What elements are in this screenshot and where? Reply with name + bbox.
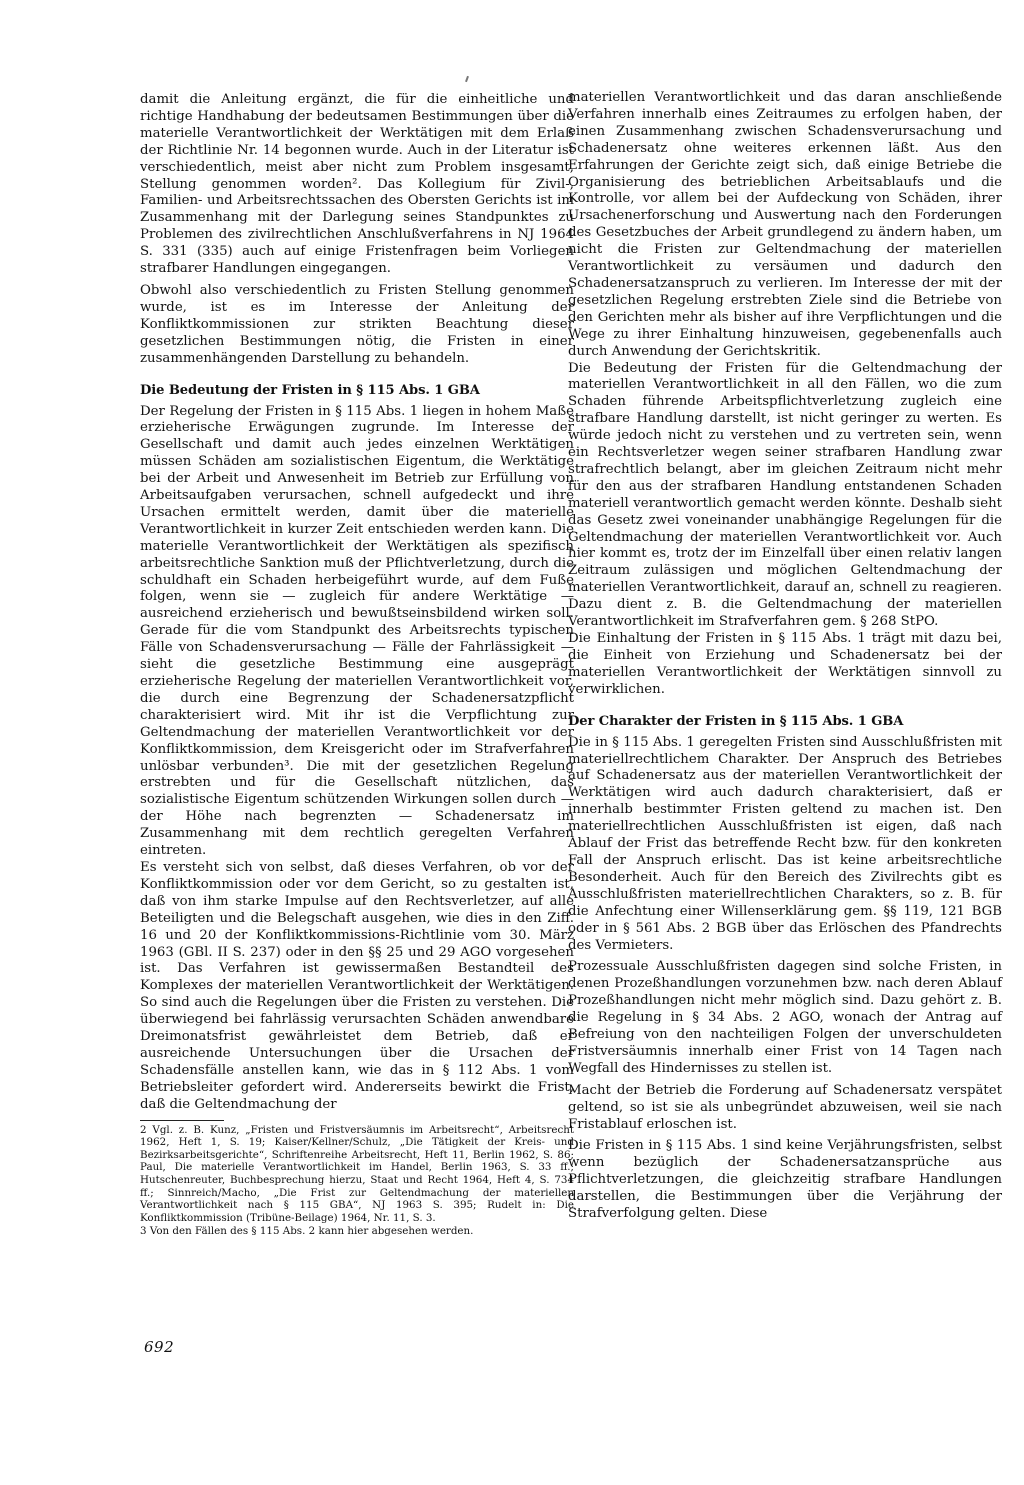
right-paragraph-3: Die Einhaltung der Fristen in § 115 Abs. 1 trägt mit dazu bei, die Einheit von Erziehung und Schadenersatz bei der materiellen Verantwortlichkeit der Werktätigen sinnvoll zu verwirklichen.	[568, 631, 1002, 697]
left-column	[140, 92, 574, 1239]
left-paragraph-2: Obwohl also verschiedentlich zu Fristen Stellung genommen wurde, ist es im Interesse der Anleitung der Konfliktkommissionen zur strikten Beachtung dieser gesetzlichen Bestimmungen nötig, die Fristen in einer zusammenhängenden Darstellung zu behandeln.	[140, 282, 574, 366]
left-paragraph-3: Der Regelung der Fristen in § 115 Abs. 1 liegen in hohem Maße erzieherische Erwägungen zugrunde. Im Interesse der Gesellschaft und damit auch jedes einzelnen Werktätigen müssen Schäden am sozialistischen Eigentum, die Werktätige bei der Arbeit und Anwesenheit im Betrieb zur Erfüllung von Arbeitsaufgaben verursachen, schnell aufgedeckt und ihre Ursachen ermittelt werden, damit über die materielle Verantwortlichkeit in kurzer Zeit entschieden werden kann. Die materielle Verantwortlichkeit der Werktätigen als spezifisch arbeitsrechtliche Sanktion muß der Pflichtverletzung, durch die schuldhaft ein Schaden herbeigeführt wurde, auf dem Fuße folgen, wenn sie — zugleich für andere Werktätige — ausreichend erzieherisch und bewußtseinsbildend wirken soll. Gerade für die vom Standpunkt des Arbeitsrechts typischen Fälle von Schadensverursachung — Fälle der Fahrlässigkeit — sieht die gesetzliche Bestimmung eine ausgeprägt erzieherische Regelung der materiellen Verantwortlichkeit vor, die durch eine Begrenzung der Schadenersatzpflicht charakterisiert wird. Mit ihr ist die Verpflichtung zur Geltendmachung der materiellen Verantwortlichkeit vor der Konfliktkommission, dem Kreisgericht oder im Strafverfahren unlösbar verbunden³. Die mit der gesetzlichen Regelung erstrebten und für die Gesellschaft nützlichen, das sozialistische Eigentum schützenden Wirkungen sollen durch — der Höhe nach begrenzten — Schadenersatz im Zusammenhang mit dem rechtlich geregelten Verfahren eintreten.	[140, 403, 574, 859]
page-number: 692	[144, 1338, 175, 1356]
left-paragraph-1: damit die Anleitung ergänzt, die für die einheitliche und richtige Handhabung der bedeutsamen Bestimmungen über die materielle Verantwortlichkeit der Werktätigen mit dem Erlaß der Richtlinie Nr. 14 begonnen wurde. Auch in der Literatur ist verschiedentlich, meist aber nicht zum Problem insgesamt, Stellung genommen worden². Das Kollegium für Zivil-, Familien- und Arbeitsrechtssachen des Obersten Gerichts ist im Zusammenhang mit der Darlegung seines Standpunktes zu Problemen des zivilrechtlichen Anschlußverfahrens in NJ 1964 S. 331 (335) auch auf einige Fristenfragen beim Vorliegen strafbarer Handlungen eingegangen.	[140, 92, 574, 277]
right-paragraph-1: materiellen Verantwortlichkeit und das daran anschließende Verfahren innerhalb eines Zeitraumes zu erfolgen haben, der einen Zusammenhang zwischen Schadensverursachung und Schadenersatz ohne weiteres erkennen läßt. Aus den Erfahrungen der Gerichte zeigt sich, daß einige Betriebe die Organisierung des betrieblichen Arbeitsablaufs und die Kontrolle, vor allem bei der Aufdeckung von Schäden, ihrer Ursachenerforschung und Auswertung nach den Forderungen des Gesetzbuches der Arbeit grundlegend zu ändern haben, um nicht die Fristen zur Geltendmachung der materiellen Verantwortlichkeit zu versäumen und dadurch den Schadenersatzanspruch zu verlieren. Im Interesse der mit der gesetzlichen Regelung erstrebten Ziele sind die Betriebe von den Gerichten mehr als bisher auf ihre Verpflichtungen und die Wege zu ihrer Einhaltung hinzuweisen, gegebenenfalls auch durch Anwendung der Gerichtskritik.	[568, 90, 1002, 359]
right-paragraph-5: Prozessuale Ausschlußfristen dagegen sind solche Fristen, in denen Prozeßhandlungen vorzunehmen bzw. nach deren Ablauf Prozeßhandlungen nicht mehr möglich sind. Dazu gehört z. B. die Regelung in § 34 Abs. 2 AGO, wonach der Antrag auf Befreiung von den nachteiligen Folgen der unverschuldeten Fristversäumnis innerhalb einer Frist von 14 Tagen nach Wegfall des Hindernisses zu stellen ist.	[568, 959, 1002, 1076]
right-paragraph-2: Die Bedeutung der Fristen für die Geltendmachung der materiellen Verantwortlichkeit in all den Fällen, wo die zum Schaden führende Arbeitspflichtverletzung zugleich eine strafbare Handlung darstellt, ist nicht geringer zu werten. Es würde jedoch nicht zu verstehen und zu vertreten sein, wenn ein Rechtsverletzer wegen seiner strafbaren Handlung zwar strafrechtlich belangt, aber im gleichen Zeitraum nicht mehr für den aus der strafbaren Handlung entstandenen Schaden materiell verantwortlich gemacht werden könnte. Deshalb sieht das Gesetz zwei voneinander unabhängige Regelungen für die Geltendmachung der materiellen Verantwortlichkeit vor. Auch hier kommt es, trotz der im Einzelfall über einen relativ langen Zeitraum zulässigen und möglichen Geltendmachung der materiellen Verantwortlichkeit, darauf an, schnell zu reagieren. Dazu dient z. B. die Geltendmachung der materiellen Verantwortlichkeit im Strafverfahren gem. § 268 StPO.	[568, 360, 1002, 630]
section-heading-bedeutung: Die Bedeutung der Fristen in § 115 Abs. 1 GBA	[140, 382, 480, 398]
right-paragraph-6: Macht der Betrieb die Forderung auf Schadenersatz verspätet geltend, so ist sie als unbegründet abzuweisen, weil sie nach Fristablauf erloschen ist.	[568, 1082, 1002, 1132]
right-paragraph-7: Die Fristen in § 115 Abs. 1 sind keine Verjährungsfristen, selbst wenn bezüglich der Schadenersatzansprüche aus Pflichtverletzungen, die gleichzeitig strafbare Handlungen darstellen, die Bestimmungen über die Verjährung der Strafverfolgung gelten. Diese	[568, 1138, 1002, 1222]
footnote-3: 3 Von den Fällen des § 115 Abs. 2 kann hier abgesehen werden.	[140, 1225, 474, 1238]
right-column	[568, 90, 1002, 1223]
footnote-divider	[140, 1120, 224, 1121]
scan-speck	[465, 76, 469, 82]
left-paragraph-4: Es versteht sich von selbst, daß dieses Verfahren, ob vor der Konfliktkommission oder vor dem Gericht, so zu gestalten ist, daß von ihm starke Impulse auf den Rechtsverletzer, auf alle Beteiligten und die Belegschaft ausgehen, wie dies in den Ziff. 16 und 20 der Konfliktkommissions-Richtlinie vom 30. März 1963 (GBl. II S. 237) oder in den §§ 25 und 29 AGO vorgesehen ist. Das Verfahren ist gewissermaßen Bestandteil des Komplexes der materiellen Verantwortlichkeit der Werktätigen. So sind auch die Regelungen über die Fristen zu verstehen. Die überwiegend bei fahrlässig verursachten Schäden anwendbare Dreimonatsfrist gewährleistet dem Betrieb, daß er ausreichende Untersuchungen über die Ursachen der Schadensfälle anstellen kann, wie das in § 112 Abs. 1 vom Betriebsleiter gefordert wird. Andererseits bewirkt die Frist, daß die Geltendmachung der	[140, 859, 574, 1112]
right-paragraph-4: Die in § 115 Abs. 1 geregelten Fristen sind Ausschlußfristen mit materiellrechtlichem Charakter. Der Anspruch des Betriebes auf Schadenersatz aus der materiellen Verantwortlichkeit der Werktätigen wird auch dadurch charakterisiert, daß er innerhalb bestimmter Fristen geltend zu machen ist. Den materiellrechtlichen Ausschlußfristen ist eigen, daß nach Ablauf der Frist das betreffende Recht bzw. für den konkreten Fall der Anspruch erlischt. Das ist keine arbeitsrechtliche Besonderheit. Auch für den Bereich des Zivilrechts gibt es Ausschlußfristen materiellrechtlichen Charakters, so z. B. für die Anfechtung einer Willenserklärung gem. §§ 119, 121 BGB oder in § 561 Abs. 2 BGB über das Erlöschen des Pfandrechts des Vermieters.	[568, 734, 1002, 953]
section-heading-charakter: Der Charakter der Fristen in § 115 Abs. 1 GBA	[568, 713, 904, 729]
footnote-2: 2 Vgl. z. B. Kunz, „Fristen und Fristversäumnis im Arbeitsrecht“, Arbeitsrecht 1962, Heft 1, S. 19; Kaiser/Kellner/Schulz, „Die Tätigkeit der Kreis- und Bezirksarbeitsgerichte“, Schriftenreihe Arbeitsrecht, Heft 11, Berlin 1962, S. 86; Paul, Die materielle Verantwortlichkeit im Handel, Berlin 1963, S. 33 ff.; Hutschenreuter, Buchbesprechung hierzu, Staat und Recht 1964, Heft 4, S. 734 ff.; Sinnreich/Macho, „Die Frist zur Geltendmachung der materiellen Verantwortlichkeit nach § 115 GBA“, NJ 1963 S. 395; Rudelt in: Die Konfliktkommission (Tribüne-Beilage) 1964, Nr. 11, S. 3.	[140, 1123, 574, 1224]
footnotes	[140, 1124, 574, 1238]
